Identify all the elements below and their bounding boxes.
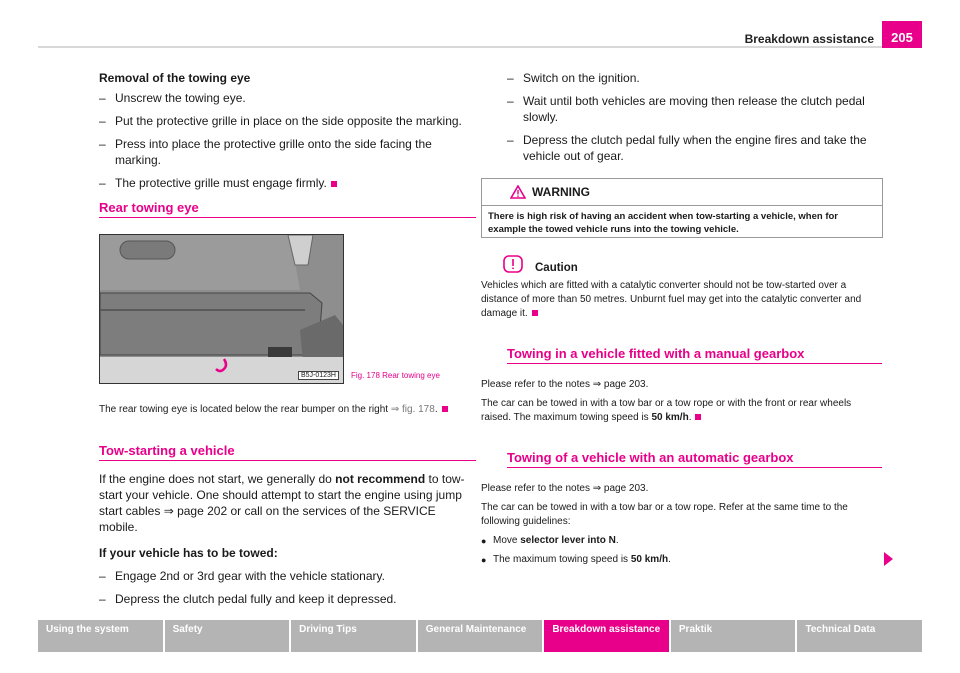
tab-praktik[interactable]: Praktik — [671, 620, 798, 652]
list-item: – Wait until both vehicles are moving then release the clutch pedal slowly. — [507, 94, 865, 124]
tow-start-heading: Tow-starting a vehicle — [99, 443, 476, 461]
automatic-gearbox-section — [481, 450, 882, 572]
caution-icon — [503, 255, 523, 273]
figure-code: B5J-0123H — [298, 371, 339, 380]
removal-heading: Removal of the towing eye — [99, 71, 251, 85]
rear-towing-section — [99, 200, 476, 228]
warning-text: There is high risk of having an accident when tow-starting a vehicle, when for example the towed vehicle runs into the towing vehicle. — [488, 211, 838, 235]
list-item: – The protective grille must engage firmly. — [99, 175, 477, 191]
page-number-badge: 205 — [882, 21, 922, 48]
section-end-mark — [695, 414, 701, 420]
tab-using-the-system[interactable]: Using the system — [38, 620, 165, 652]
tab-breakdown-assistance[interactable]: Breakdown assistance — [544, 620, 671, 652]
next-page-arrow-icon[interactable] — [884, 552, 893, 566]
towed-heading: If your vehicle has to be towed: — [99, 546, 278, 560]
tab-technical-data[interactable]: Technical Data — [797, 620, 922, 652]
chapter-tabs — [38, 620, 922, 652]
section-end-mark — [331, 181, 337, 187]
left-column-top — [99, 70, 477, 198]
rear-towing-eye-figure — [99, 234, 344, 384]
page-title: Breakdown assistance — [744, 32, 874, 46]
manual-gearbox-section — [481, 346, 882, 430]
manual-gearbox-heading: Towing in a vehicle fitted with a manual gearbox — [507, 346, 882, 364]
car-rear-illustration — [100, 235, 343, 383]
section-end-mark — [442, 406, 448, 412]
list-item: – Unscrew the towing eye. — [99, 91, 246, 105]
header-rule — [38, 46, 922, 48]
rear-towing-text: The rear towing eye is located below the rear bumper on the right ⇒ fig. 178. — [99, 403, 477, 422]
list-item: ● The maximum towing speed is 50 km/h. — [481, 554, 671, 565]
auto-text: The car can be towed in with a tow bar or a tow rope. Refer at the same time to the following guidelines: — [481, 502, 848, 527]
section-end-mark — [532, 310, 538, 316]
warning-triangle-icon — [510, 185, 526, 199]
list-item: – Depress the clutch pedal fully and keep it depressed. — [99, 592, 397, 606]
list-item: – Put the protective grille in place on the side opposite the marking. — [99, 114, 462, 128]
warning-title: WARNING — [532, 185, 590, 199]
auto-ref: Please refer to the notes ⇒ page 203. — [481, 483, 649, 494]
automatic-gearbox-heading: Towing of a vehicle with an automatic gearbox — [507, 450, 882, 468]
figure-link[interactable]: ⇒ fig. 178 — [390, 404, 435, 415]
figure-caption: Fig. 178 Rear towing eye — [351, 371, 440, 380]
list-item: – Switch on the ignition. — [507, 71, 640, 85]
list-item: – Depress the clutch pedal fully when the engine fires and take the vehicle out of gear. — [507, 133, 867, 163]
list-item: – Press into place the protective grille onto the side facing the marking. — [99, 137, 432, 167]
tab-safety[interactable]: Safety — [165, 620, 292, 652]
tow-start-section — [99, 443, 476, 614]
caution-section — [481, 255, 883, 326]
tab-general-maintenance[interactable]: General Maintenance — [418, 620, 545, 652]
manual-ref: Please refer to the notes ⇒ page 203. — [481, 379, 649, 390]
right-column-top — [507, 70, 882, 171]
list-item: – Engage 2nd or 3rd gear with the vehicle stationary. — [99, 569, 385, 583]
rear-towing-heading: Rear towing eye — [99, 200, 476, 218]
caution-title: Caution — [535, 262, 578, 274]
caution-text: Vehicles which are fitted with a catalytic converter should not be tow-started over a distance of more than 50 metres. Unburnt fuel may get into the catalytic converter and damage it. — [481, 280, 862, 319]
list-item: ● Move selector lever into N. — [481, 535, 619, 546]
manual-text: The car can be towed in with a tow bar or a tow rope or with the front or rear wheels raised. The maximum towing speed is 50 km/h. — [481, 398, 852, 423]
warning-box — [481, 178, 883, 238]
tab-driving-tips[interactable]: Driving Tips — [291, 620, 418, 652]
tow-start-paragraph: If the engine does not start, we generally do not recommend to tow-start your vehicle. One should attempt to start the engine using jump start cables ⇒ page 202 or call on the services of the SERVICE mobile. — [99, 472, 465, 534]
